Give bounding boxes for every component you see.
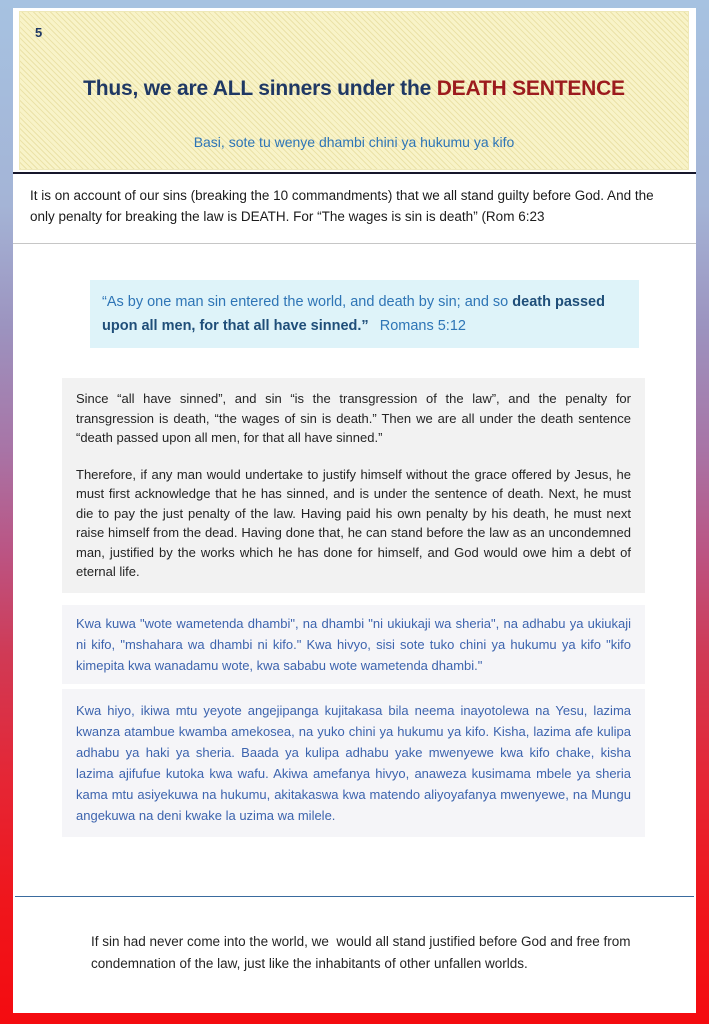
- section-divider: [13, 243, 696, 244]
- intro-paragraph: It is on account of our sins (breaking the 10 commandments) that we all stand guilty before God. And the only penalty for breaking the law is DEATH. For “The wages is sin is death” (Rom 6:23: [30, 188, 654, 224]
- english-doctrine-box: [62, 378, 645, 593]
- page-subtitle: Basi, sote tu wenye dhambi chini ya hukumu ya kifo: [193, 134, 515, 150]
- page-title-main: Thus, we are ALL sinners under the: [83, 77, 432, 100]
- quote-emphasis: death passed upon all men, for that all have sinned.”: [102, 294, 605, 334]
- page-title: [20, 77, 688, 101]
- page-number: 5: [35, 25, 43, 40]
- english-paragraph-2: Therefore, if any man would undertake to justify himself without the grace offered by Jesus, he must first acknowledge that he has sinned, and is under the sentence of death. Next, he must die to pay the just penalty of the law. Having paid his own penalty by his death, he must next raise himself from the dead. Having done that, he can stand before the law as an uncondemned man, justified by the works which he has done for himself, and God would owe him a debt of eternal life.: [76, 466, 631, 579]
- scripture-quote-box: [90, 280, 639, 348]
- page-title-accent: DEATH SENTENCE: [436, 77, 625, 100]
- header-banner: [19, 11, 689, 170]
- quote-reference: Romans 5:12: [379, 318, 466, 334]
- swahili-paragraph-1: Kwa kuwa "wote wametenda dhambi", na dhambi "ni ukiukaji wa sheria", na adhabu ya ukiukaji ni kifo, "mshahara wa dhambi ni kifo." Kwa hivyo, sisi sote tuko chini ya hukumu ya kifo "kifo kimepita kwa wanadamu wote, kwa sababu wote wametenda dhambi.": [62, 605, 645, 684]
- page: [13, 8, 696, 1013]
- swahili-paragraph-2: Kwa hiyo, ikiwa mtu yeyote angejipanga kujitakasa bila neema inayotolewa na Yesu, lazima kwanza atambue kwamba amekosea, na yuko chini ya hukumu ya kifo. Kisha, lazima afe kulipa adhabu ya haki ya sheria. Baada ya kulipa adhabu yake mwenyewe kwa kifo chake, kisha lazima ajifufue kutoka kwa wafu. Akiwa amefanya hivyo, anaweza kusimama mbele ya sheria kama mtu asiyekuwa na hukumu, akitakaswa kwa matendo aliyoyafanya mwenyewe, na Mungu angekuwa na deni kwake la uzima wa milele.: [62, 689, 645, 837]
- header-divider: [13, 172, 696, 174]
- quote-lead: “As by one man sin entered the world, and death by sin; and so: [102, 294, 509, 310]
- footer-paragraph: If sin had never come into the world, we would all stand justified before God and free from condemnation of the law, just like the inhabitants of other unfallen worlds.: [91, 934, 635, 971]
- footer-divider: [15, 896, 694, 897]
- english-paragraph-1: Since “all have sinned”, and sin “is the transgression of the law”, and the penalty for transgression is death, “the wages of sin is death.” Then we are all under the death sentence “death passed upon all men, for that all have sinned.”: [76, 391, 631, 445]
